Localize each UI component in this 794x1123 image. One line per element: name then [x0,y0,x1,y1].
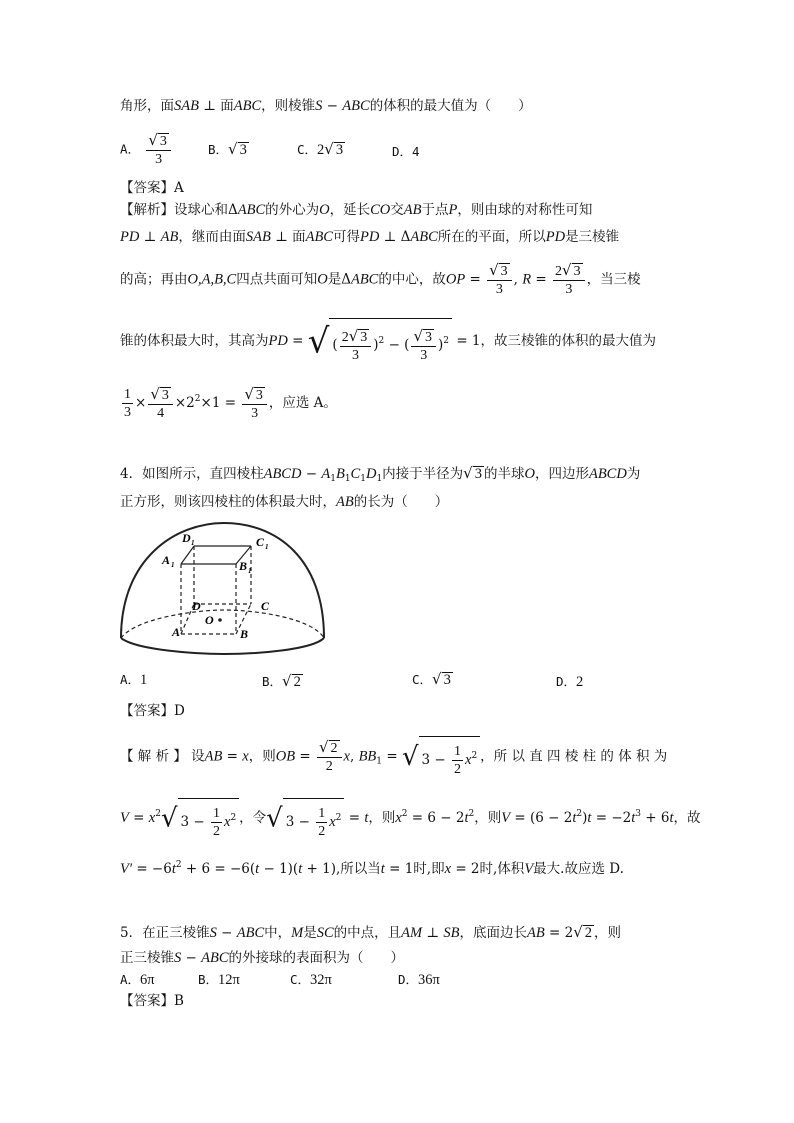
label-d: D [192,599,201,613]
q3-analysis-line4: 锥的体积最大时，其高为PD = √ ( $\frac{2√ 3}{3}$ )$^2$ − ( $\frac{√ 3}{3}$ )$^2$ = 1，故三棱锥的体积的最大值为 [120,318,656,365]
q3-answer: 【答案】A [120,180,184,196]
q3-stem-tail: 角形，面SAB ⊥ 面ABC，则棱锥S − ABC的体积的最大值为（ ） [120,98,532,114]
q5-stem-line2: 正三棱锥S − ABC的外接球的表面积为（ ） [120,950,405,966]
q5-option-a: A．6π [120,972,155,988]
hemisphere-base-back [121,610,324,638]
q5-option-d: D．36π [398,972,440,988]
q4-stem-line2: 正方形，则该四棱柱的体积最大时，AB的长为（ ） [120,494,449,510]
q3-analysis-line1: 【解析】设球心和ΔABC的外心为O，延长CO交AB于点P，则由球的对称性可知 [120,202,593,218]
label-b: B [240,627,249,641]
svg-text:1: 1 [191,539,195,547]
label-o: O [205,613,214,627]
label-a1: A [162,553,171,567]
label-d1: D [182,531,191,545]
q5-option-b: B．12π [198,972,240,988]
q5-option-c: C．32π [290,972,332,988]
svg-text:1: 1 [248,567,252,575]
q3-analysis-line3: 的高；再由O,A,B,C四点共面可知O是ΔABC的中心，故OP = $\frac{√ 3}{3}$ , R = $\frac{2√ 3}{3}$ ，当三棱 [120,261,641,297]
q3-option-a: A． $\frac{√ 3}{3}$ [120,132,173,168]
q4-analysis-line2: $V = x^2√$ 3 − $\frac{1}{2}$ $x^2$ ，令√ 3 − $\frac{1}{2}$ $x^2 = t$，则$x^2 = 6 - 2t^2$，则$V = (6 - 2t^2)t = -2t^3 + 6t$，故 [120,797,701,840]
label-b1: B [239,559,248,573]
q5-stem-line1: 5．在正三棱锥S − ABC中，M是SC的中点，且AM ⊥ SB，底面边长AB = 2√ 2 ，则 [120,923,621,941]
hemisphere-prism-figure [116,518,336,658]
q4-option-d: D．2 [556,674,584,690]
q3-option-d: D．4 [392,144,420,159]
q4-analysis-line1: 【 解 析 】 设AB = x，则OB = $\frac{√ 2}{2}$ x, $BB_1$ = √ 3 − $\frac{1}{2}$ $x^2$ ，所 以 直 四 棱 柱 的 体 积 为 [120,738,668,777]
q4-analysis-line3: $V' = -6t^2 + 6 = -6(t - 1)(t + 1)$,所以当t = 1时,即x = 2时,体积V最大.故应选 D. [120,860,624,877]
q5-answer: 【答案】B [120,993,184,1009]
q4-stem-line1: 4．如图所示，直四棱柱ABCD − $A_1B_1C_1D_1$内接于半径为√ 3 的半球O，四边形ABCD为 [120,464,641,484]
q3-analysis-line2: PD ⊥ AB，继而由面SAB ⊥ 面ABC可得PD ⊥ ΔABC所在的平面，所以PD是三棱锥 [120,229,620,245]
q4-option-a: A．1 [120,672,148,688]
q4-option-c: C．√ 3 [412,670,451,688]
q3-option-b: B．√ 3 [208,140,247,158]
svg-text:1: 1 [171,561,175,569]
hemisphere-base-front [121,638,324,654]
label-c: C [261,599,270,613]
svg-text:1: 1 [265,543,269,551]
label-a: A [172,625,181,639]
q3-option-c: C．2√ 3 [297,140,344,158]
q4-answer: 【答案】D [120,703,185,719]
label-c1: C [256,535,265,549]
q4-option-b: B．√ 2 [262,672,301,690]
q3-analysis-line5: $\frac{1}{3}$ × $\frac{√ 3}{4}$ $\times 2^2\times 1$ = $\frac{√ 3}{3}$ ，应选 A。 [124,384,337,421]
